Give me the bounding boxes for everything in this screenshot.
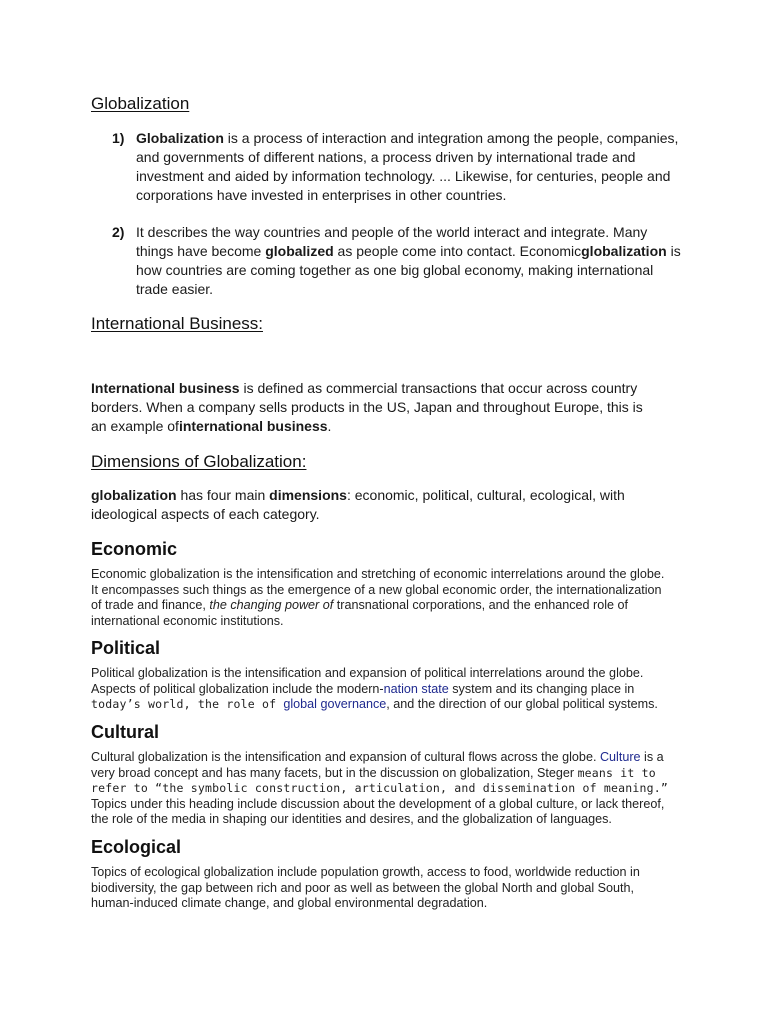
political-text-mono: today’s world, the role of bbox=[91, 697, 284, 711]
term-globalization: Globalization bbox=[136, 130, 224, 146]
dimensions-text-a: has four main bbox=[176, 487, 270, 503]
paragraph-economic bbox=[91, 567, 671, 629]
paragraph-cultural bbox=[91, 750, 676, 828]
list-item-2-text-b: as people come into contact. Economic bbox=[333, 243, 582, 259]
term-international-business: International business bbox=[91, 380, 240, 396]
heading-dimensions: Dimensions of Globalization: bbox=[91, 452, 307, 471]
term-globalization-2: globalization bbox=[581, 243, 667, 259]
cultural-text-a: Cultural globalization is the intensification and expansion of cultural flows across the globe. bbox=[91, 750, 600, 764]
heading-globalization: Globalization bbox=[91, 94, 190, 113]
paragraph-political bbox=[91, 666, 676, 713]
term-dimensions: dimensions bbox=[269, 487, 347, 503]
heading-ecological: Ecological bbox=[91, 837, 182, 857]
list-item-2-text-a: It describes the way countries and people of the world interact and integrate. Many things have become bbox=[136, 224, 648, 259]
term-globalization-3: globalization bbox=[91, 487, 177, 503]
economic-text-a: Economic globalization is the intensification and stretching of economic interrelations around the globe. It encompasses such things as the emergence of a new global economic order, the internationalization of trade and finance, bbox=[91, 567, 665, 612]
intl-business-text-b: . bbox=[327, 418, 332, 434]
list-item-2 bbox=[136, 223, 682, 299]
link-culture[interactable]: Culture bbox=[599, 750, 641, 764]
economic-italic: the changing power of bbox=[209, 598, 337, 612]
ecological-text: Topics of ecological globalization include population growth, access to food, worldwide reduction in biodiversity, the gap between rich and poor as well as between the global North and global South, human-induced climate change, and global environmental degradation. bbox=[91, 865, 640, 910]
paragraph-international-business bbox=[91, 379, 647, 436]
list-item-1 bbox=[136, 129, 682, 205]
political-text-b: system and its changing place in bbox=[448, 681, 635, 696]
heading-political: Political bbox=[91, 638, 161, 658]
list-item-1-text: is a process of interaction and integration among the people, companies, and governments of different nations, a process driven by international trade and investment and aided by information technology. ... Likewise, for centuries, people and corporations have invested in enterprises in other countries. bbox=[136, 130, 679, 203]
cultural-text-c: Topics under this heading include discussion about the development of a global culture, or lack thereof, the role of the media in shaping our identities and desires, and the globalization of languages. bbox=[91, 796, 665, 826]
heading-economic: Economic bbox=[91, 539, 178, 559]
paragraph-ecological bbox=[91, 865, 676, 912]
political-text-c: , and the direction of our global political systems. bbox=[386, 697, 658, 711]
term-international-business-2: international business bbox=[178, 418, 328, 434]
link-nation-state[interactable]: nation state bbox=[383, 681, 449, 696]
cultural-text-b: is a very broad concept and has many facets, but in the discussion on globalization, Steger bbox=[91, 750, 664, 780]
heading-international-business: International Business: bbox=[91, 314, 263, 333]
economic-text-b: transnational corporations, and the enhanced role of international economic institutions. bbox=[91, 598, 629, 628]
paragraph-dimensions bbox=[91, 486, 647, 524]
list-number-1: 1) bbox=[112, 130, 125, 146]
link-global-governance[interactable]: global governance bbox=[283, 697, 387, 711]
term-globalized: globalized bbox=[265, 243, 334, 259]
cultural-text-mono: means it to refer to “the symbolic construction, articulation, and dissemination of meaning.” bbox=[91, 765, 669, 795]
intl-business-text-a: is defined as commercial transactions that occur across country borders. When a company sells products in the US, Japan and throughout Europe, this is an example of bbox=[91, 380, 643, 434]
dimensions-text-b: : economic, political, cultural, ecological, with ideological aspects of each category. bbox=[91, 487, 625, 522]
list-number-2: 2) bbox=[112, 224, 125, 240]
political-text-a: Political globalization is the intensification and expansion of political interrelations around the globe. Aspects of political globalization include the modern- bbox=[91, 666, 644, 696]
list-item-2-text-c: is how countries are coming together as one big global economy, making international trade easier. bbox=[136, 243, 681, 297]
heading-cultural: Cultural bbox=[91, 722, 160, 742]
